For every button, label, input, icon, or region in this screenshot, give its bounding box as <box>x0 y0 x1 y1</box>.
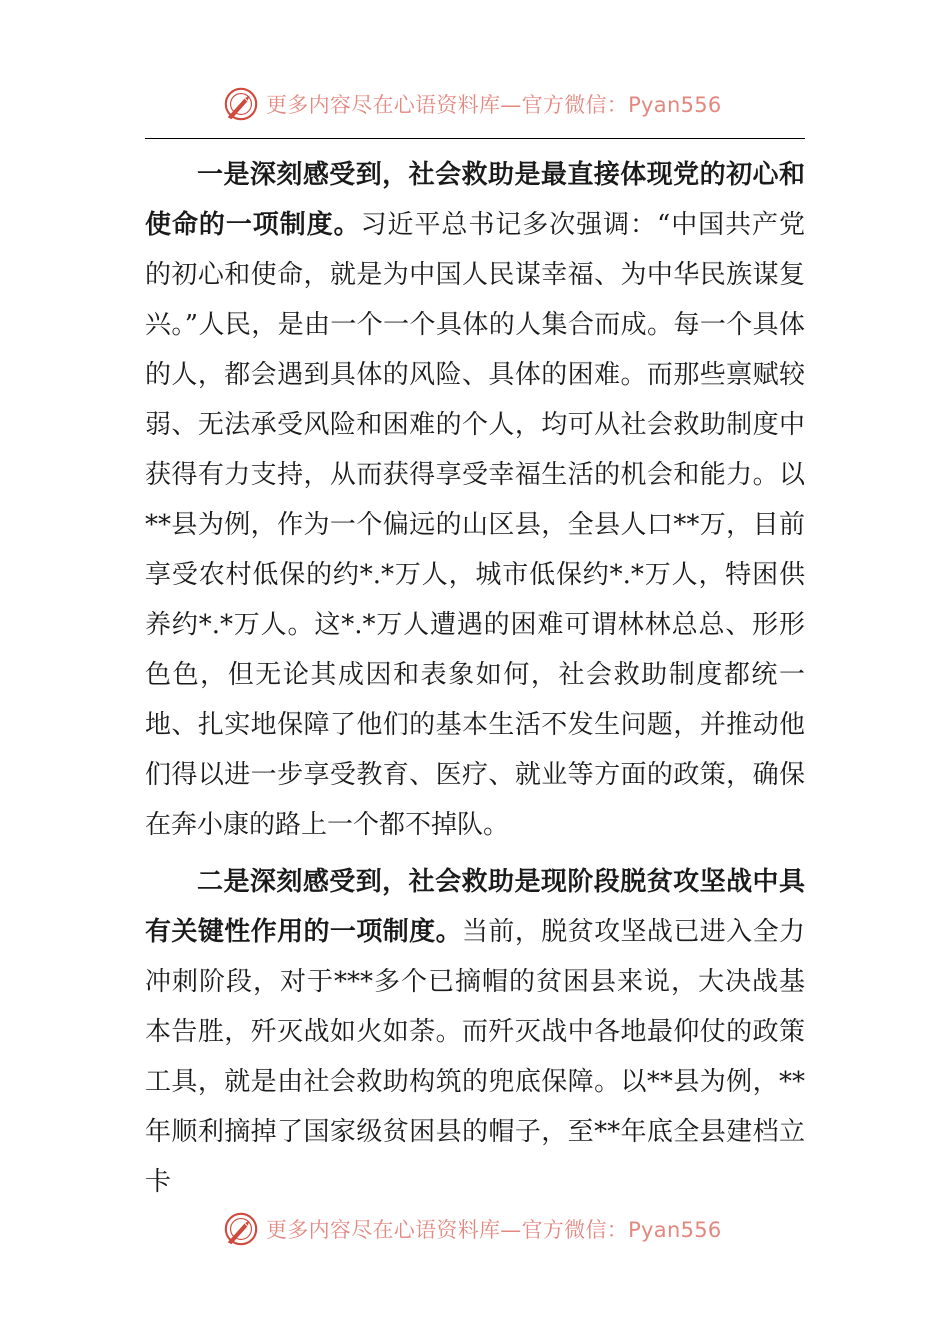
document-body <box>145 150 805 1197</box>
footer-banner-text: 更多内容尽在心语资料库—官方微信：Pyan556 <box>266 1218 722 1242</box>
footer-banner <box>222 1209 722 1249</box>
paragraph-2-lead: 二是深刻感受到，社会救助是现阶段脱贫攻坚战中具有关键性作用的一项制度。 <box>145 867 805 947</box>
pen-nib-logo-icon <box>222 85 260 123</box>
paragraph-1-body: 习近平总书记多次强调：“中国共产党的初心和使命，就是为中国人民谋幸福、为中华民族谋复兴。”人民，是由一个一个具体的人集合而成。每一个具体的人，都会遇到具体的风险、具体的困难。而那些禀赋较弱、无法承受风险和困难的个人，均可从社会救助制度中获得有力支持，从而获得享受幸福生活的机会和能力。以**县为例，作为一个偏远的山区县，全县人口**万，目前享受农村低保的约*.*万人，城市低保约*.*万人，特困供养约*.*万人。这*.*万人遭遇的困难可谓林林总总、形形色色，但无论其成因和表象如何，社会救助制度都统一地、扎实地保障了他们的基本生活不发生问题，并推动他们得以进一步享受教育、医疗、就业等方面的政策，确保在奔小康的路上一个都不掉队。 <box>145 210 805 840</box>
paragraph-2 <box>145 857 805 1207</box>
header-divider <box>145 138 805 139</box>
header-banner-text: 更多内容尽在心语资料库—官方微信：Pyan556 <box>266 93 722 117</box>
paragraph-1 <box>145 150 805 850</box>
header-banner <box>222 84 722 124</box>
paragraph-1-lead: 一是深刻感受到，社会救助是最直接体现党的初心和使命的一项制度。 <box>145 160 805 240</box>
paragraph-2-body: 当前，脱贫攻坚战已进入全力冲刺阶段，对于***多个已摘帽的贫困县来说，大决战基本告胜，歼灭战如火如荼。而歼灭战中各地最仰仗的政策工具，就是由社会救助构筑的兜底保障。以**县为例，**年顺利摘掉了国家级贫困县的帽子，至**年底全县建档立卡 <box>145 917 805 1197</box>
pen-nib-logo-icon <box>222 1210 260 1248</box>
